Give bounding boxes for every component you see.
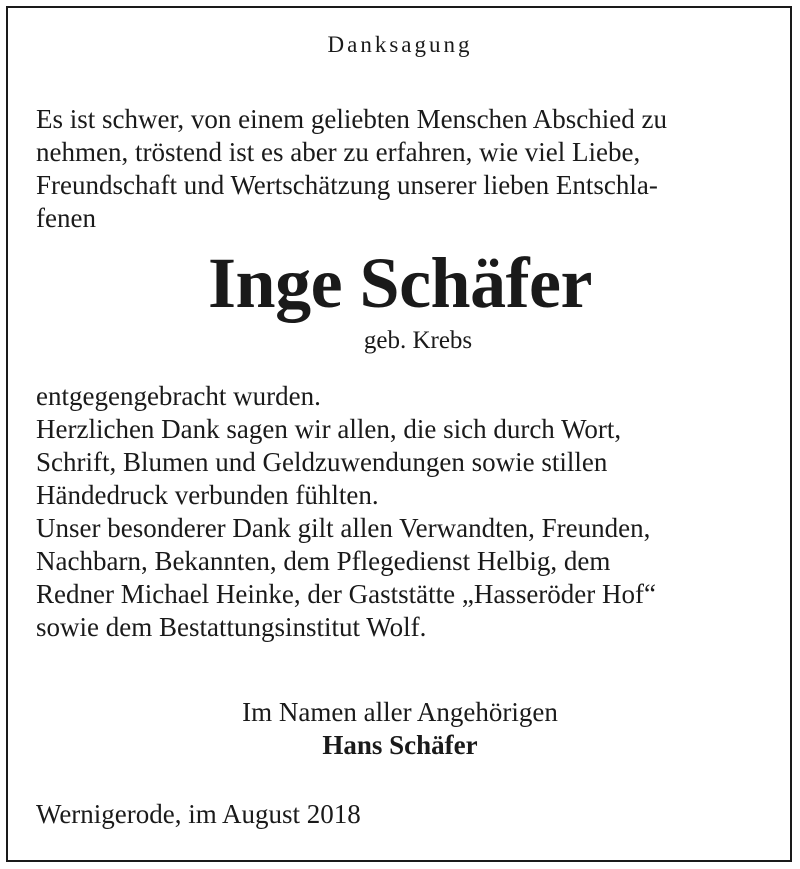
- intro-line: Freundschaft und Wertschätzung unserer lieben Entschla-: [36, 170, 658, 200]
- deceased-name: Inge Schäfer: [208, 243, 592, 323]
- body-line: Unser besonderer Dank gilt allen Verwandten, Freunden,: [36, 513, 651, 543]
- maiden-name: geb. Krebs: [363, 327, 473, 354]
- notice-heading: Danksagung: [327, 32, 473, 57]
- signer-name: Hans Schäfer: [322, 730, 478, 760]
- body-line: Redner Michael Heinke, der Gaststätte „Hasseröder Hof“: [36, 579, 656, 609]
- intro-line: nehmen, tröstend ist es aber zu erfahren, wie viel Liebe,: [36, 137, 641, 167]
- body-line: Händedruck verbunden fühlten.: [36, 480, 379, 510]
- body-line: sowie dem Bestattungsinstitut Wolf.: [36, 612, 427, 642]
- body-line: Nachbarn, Bekannten, dem Pflegedienst Helbig, dem: [36, 546, 611, 576]
- body-paragraph: [36, 380, 764, 644]
- intro-line: fenen: [36, 203, 96, 233]
- body-line: Herzlichen Dank sagen wir allen, die sich durch Wort,: [36, 414, 622, 444]
- closing-line: Im Namen aller Angehörigen: [242, 697, 558, 727]
- intro-line: Es ist schwer, von einem geliebten Menschen Abschied zu: [36, 104, 668, 134]
- body-line: entgegengebracht wurden.: [36, 381, 321, 411]
- place-date: Wernigerode, im August 2018: [36, 799, 361, 829]
- body-line: Schrift, Blumen und Geldzuwendungen sowie stillen: [36, 447, 608, 477]
- intro-paragraph: [36, 103, 764, 235]
